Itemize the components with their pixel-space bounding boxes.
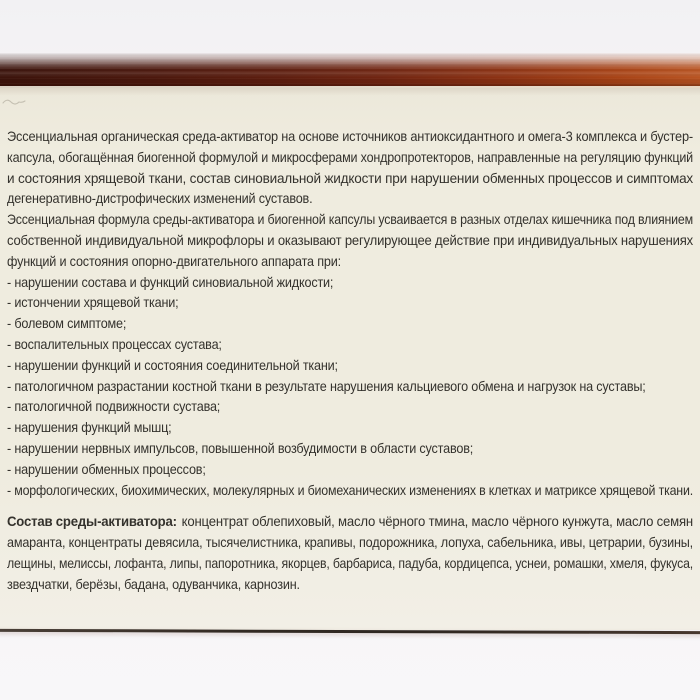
box-front-panel [0,88,700,630]
paragraph-2-justified-lines [7,210,693,252]
indication-item: - нарушения функций мышц; [7,420,172,436]
indication-item: - нарушении обменных процессов; [7,461,206,477]
text-line: капсула, обогащённая биогенной формулой и микросферами хондропротекторов, направленные на регуляцию функций [7,149,693,165]
indication-item: - нарушении функций и состояния соединительной ткани; [7,357,338,373]
indication-item: - истончении хрящевой ткани; [7,295,179,311]
text-line: лещины, мелиссы, лофанта, липы, папоротника, якорцев, барбариса, падуба, кордицепса, уснеи, ромашки, хмеля, фукуса, [7,555,693,571]
composition-justified-lines [7,533,693,575]
paragraph-1-justified-lines [7,127,693,189]
composition-label: Состав среды-активатора: [7,514,177,530]
description-paragraph-2 [7,210,693,272]
indication-item: - патологичной подвижности сустава; [7,399,221,415]
text-line: собственной индивидуальной микрофлоры и оказывают регулирующее действие при индивидуальных нарушениях [7,232,693,248]
composition-first-line [7,512,693,533]
text-line: и состояния хрящевой ткани, состав синовиальной жидкости при нарушении обменных процессов и симптомах [7,170,693,186]
composition-first-line-rest: концентрат облепиховый, масло чёрного тмина, масло чёрного кунжута, масло семян [181,514,693,530]
indication-item: - воспалительных процессах сустава; [7,336,222,352]
indication-item: - нарушении состава и функций синовиальной жидкости; [7,274,334,290]
indication-item: - нарушении нервных импульсов, повышенной возбудимости в области суставов; [7,440,474,456]
indication-item: - морфологических, биохимических, молекулярных и биомеханических изменениях в клетках и матриксе хрящевой ткани. [7,482,693,498]
composition-paragraph [7,512,693,595]
text-line: звездчатки, берёзы, бадана, одуванчика, карнозин. [7,576,300,592]
box-top-edge-band [0,53,700,87]
text-line: амаранта, концентраты девясила, тысячелистника, крапивы, подорожника, лопуха, сабельника, ивы, цетрарии, бузины, [7,535,693,551]
indication-item: - патологичном разрастании костной ткани в результате нарушения кальциевого обмена и нагрузок на суставы; [7,378,646,394]
text-line: Эссенциальная органическая среда-активатор на основе источников антиоксидантного и омега-3 комплекса и бустер- [7,129,693,144]
indications-list [7,273,693,502]
text-line: Эссенциальная формула среды-активатора и биогенной капсулы усваивается в разных отделах кишечника под влиянием [7,212,693,228]
panel-text [0,88,700,630]
description-paragraph-1 [7,127,693,210]
text-line: дегенеративно-дистрофических изменений суставов. [7,191,313,207]
indication-item: - болевом симптоме; [7,316,127,332]
text-line: функций и состояния опорно-двигательного аппарата при: [7,253,341,269]
